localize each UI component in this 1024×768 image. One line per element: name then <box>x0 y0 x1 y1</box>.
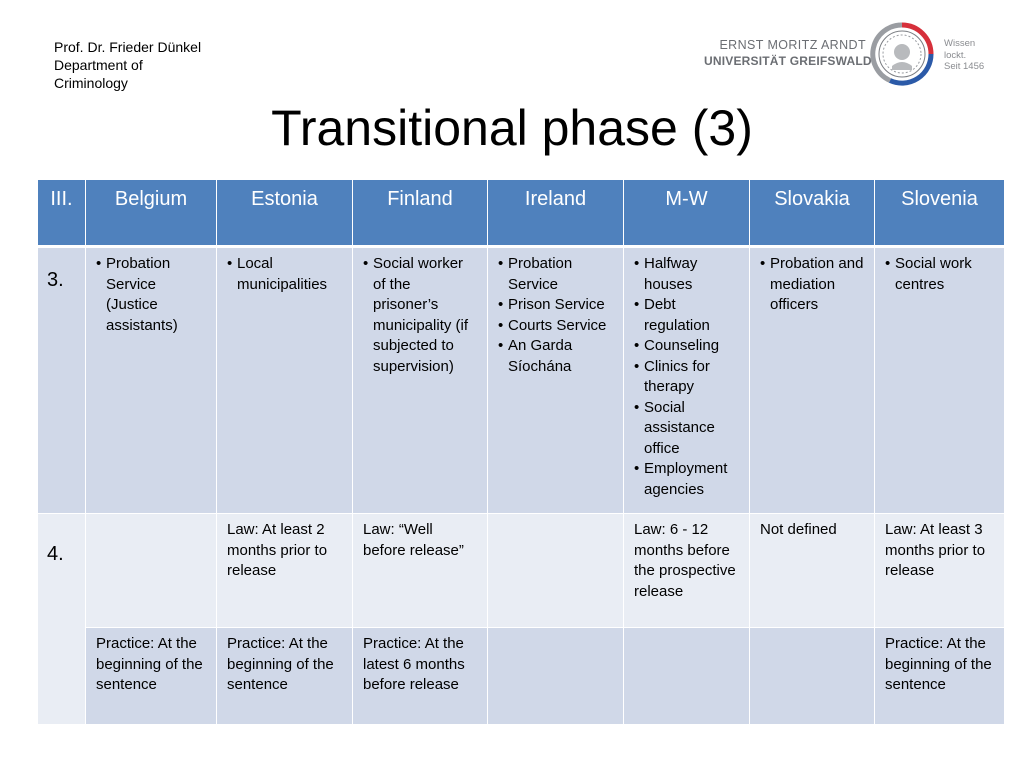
university-motto <box>944 38 984 73</box>
author-name: Prof. Dr. Frieder Dünkel <box>54 39 202 55</box>
slide-title: Transitional phase (3) <box>271 100 753 156</box>
table-cell: Practice: At the beginning of the sentence <box>875 628 1005 725</box>
table-cell: Practice: At the latest 6 months before release <box>353 628 488 725</box>
table-cell: Law: “Well before release” <box>353 514 488 628</box>
column-header-slovenia: Slovenia <box>875 180 1005 247</box>
motto-line2: lockt. <box>944 49 967 61</box>
table-cell <box>624 247 750 514</box>
university-name-line1: ERNST MORITZ ARNDT <box>719 38 866 52</box>
table-cell <box>624 628 750 725</box>
table-cell <box>488 628 624 725</box>
table-cell <box>488 514 624 628</box>
row-label: 4. <box>38 514 86 725</box>
motto-line3: Seit 1456 <box>944 61 985 72</box>
bullet-item: • Halfway houses <box>634 254 739 295</box>
table-row <box>38 628 1005 725</box>
bullet-item: • Social work centres <box>885 254 994 295</box>
column-header-ireland: Ireland <box>488 180 624 247</box>
column-header-slovakia: Slovakia <box>750 180 875 247</box>
column-header-finland: Finland <box>353 180 488 247</box>
bullet-item: • Employment agencies <box>634 459 739 500</box>
table-row <box>38 247 1005 514</box>
bullet-item: • Probation and mediation officers <box>760 254 864 316</box>
bullet-item: • Probation Service (Justice assistants) <box>96 254 206 336</box>
table-cell: Practice: At the beginning of the sentence <box>86 628 217 725</box>
bullet-item: • Social worker of the prisoner’s municipality (if subjected to supervision) <box>363 254 477 377</box>
column-header-section: III. <box>38 180 86 247</box>
table-cell <box>86 514 217 628</box>
university-logo <box>704 22 994 86</box>
comparison-table <box>37 179 1005 725</box>
table-cell: Not defined <box>750 514 875 628</box>
motto-line1: Wissen <box>944 38 976 49</box>
table-cell <box>353 247 488 514</box>
author-field: Criminology <box>54 75 128 91</box>
bullet-item: • Prison Service <box>498 295 613 316</box>
table-cell: Law: At least 2 months prior to release <box>217 514 353 628</box>
table-cell <box>488 247 624 514</box>
bullet-item: • Clinics for therapy <box>634 357 739 398</box>
table-cell <box>217 247 353 514</box>
university-name-line2: UNIVERSITÄT GREIFSWALD <box>704 54 872 68</box>
university-seal-icon <box>870 22 934 86</box>
table-header-row <box>38 180 1005 247</box>
row-label: 3. <box>38 247 86 514</box>
table-cell <box>750 628 875 725</box>
bullet-item: • Debt regulation <box>634 295 739 336</box>
author-department: Department of <box>54 57 143 73</box>
bullet-item: • Counseling <box>634 336 739 357</box>
bullet-item: • Social assistance office <box>634 398 739 460</box>
bullet-item: • Courts Service <box>498 316 613 337</box>
table-cell <box>875 247 1005 514</box>
table-cell: Law: 6 - 12 months before the prospective release <box>624 514 750 628</box>
column-header-m-w: M-W <box>624 180 750 247</box>
table-cell <box>750 247 875 514</box>
table-cell: Law: At least 3 months prior to release <box>875 514 1005 628</box>
column-header-belgium: Belgium <box>86 180 217 247</box>
bullet-item: • An Garda Síochána <box>498 336 613 377</box>
table-cell: Practice: At the beginning of the sentence <box>217 628 353 725</box>
author-block <box>54 38 201 92</box>
column-header-estonia: Estonia <box>217 180 353 247</box>
table-cell <box>86 247 217 514</box>
bullet-item: • Probation Service <box>498 254 613 295</box>
bullet-item: • Local municipalities <box>227 254 342 295</box>
university-name <box>704 37 872 69</box>
table-row <box>38 514 1005 628</box>
